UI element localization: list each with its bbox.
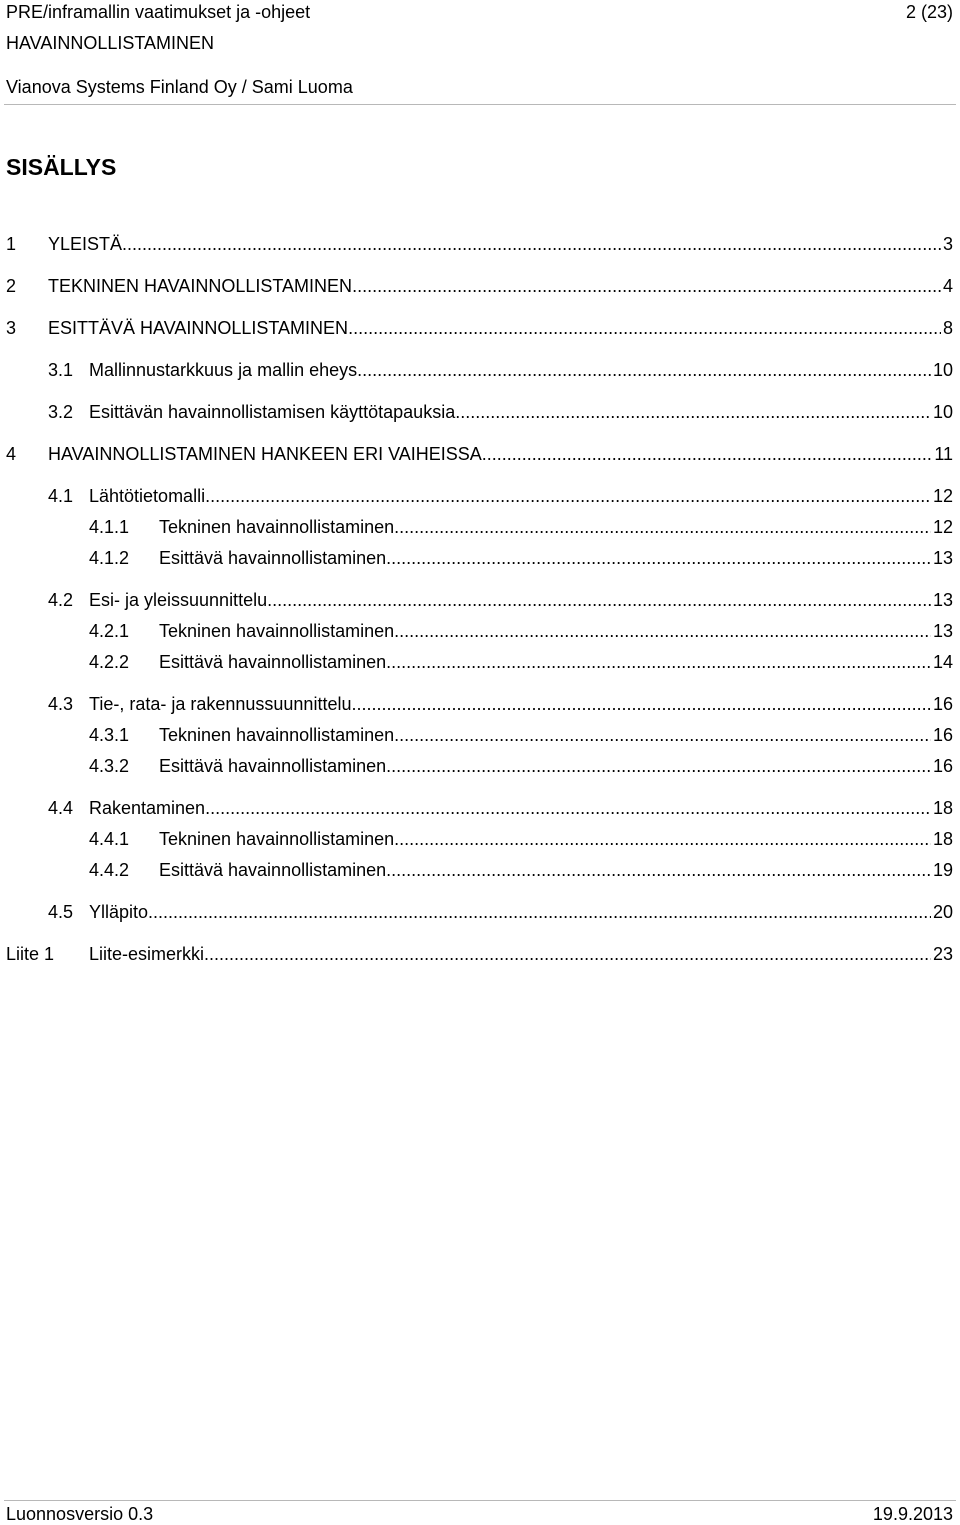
toc-leader-dots (267, 589, 931, 611)
toc-entry-page: 13 (932, 548, 953, 568)
toc-entry[interactable] (0, 275, 960, 297)
toc-entry-title: Esittävä havainnollistaminen (159, 652, 387, 672)
toc-entry-title: Tekninen havainnollistaminen (159, 829, 395, 849)
toc-entry-title: Ylläpito (89, 902, 149, 922)
toc-entry-number: 4.2.2 (89, 652, 130, 672)
toc-entry-number: 4.1 (48, 486, 74, 506)
toc-entry-number: 3.2 (48, 402, 74, 422)
toc-entry-number: 4.1.1 (89, 517, 130, 537)
toc-entry-page: 12 (932, 517, 953, 537)
toc-entry[interactable] (0, 516, 960, 538)
toc-leader-dots (357, 359, 931, 381)
toc-entry-number: 4.4.1 (89, 829, 130, 849)
toc-entry[interactable] (0, 901, 960, 923)
document-date: 19.9.2013 (872, 1504, 953, 1524)
toc-entry-page: 10 (932, 402, 953, 422)
toc-leader-dots (386, 547, 931, 569)
toc-entry-title: Lähtötietomalli (89, 486, 206, 506)
toc-entry-number: 1 (6, 234, 17, 254)
toc-entry[interactable] (0, 828, 960, 850)
toc-leader-dots (122, 233, 941, 255)
toc-entry-title: Esi- ja yleissuunnittelu (89, 590, 268, 610)
toc-entry-number: 4 (6, 444, 17, 464)
toc-entry-title: Esittävä havainnollistaminen (159, 756, 387, 776)
toc-entry-page: 23 (932, 944, 953, 964)
toc-entry-number: 4.2.1 (89, 621, 130, 641)
toc-entry-number: 4.5 (48, 902, 74, 922)
toc-entry-page: 16 (932, 756, 953, 776)
document-subtitle: HAVAINNOLLISTAMINEN (6, 33, 215, 53)
toc-entry[interactable] (0, 724, 960, 746)
toc-entry[interactable] (0, 797, 960, 819)
document-version: Luonnosversio 0.3 (6, 1504, 154, 1524)
toc-entry-page: 11 (934, 444, 953, 464)
author-line: Vianova Systems Finland Oy / Sami Luoma (6, 77, 353, 97)
toc-entry[interactable] (0, 620, 960, 642)
toc-entry-title: ESITTÄVÄ HAVAINNOLLISTAMINEN (48, 318, 349, 338)
toc-leader-dots (205, 797, 931, 819)
toc-entry[interactable] (0, 755, 960, 777)
toc-entry-page: 14 (932, 652, 953, 672)
toc-entry-page: 20 (932, 902, 953, 922)
toc-entry-title: Mallinnustarkkuus ja mallin eheys (89, 360, 358, 380)
toc-leader-dots (386, 859, 931, 881)
toc-entry[interactable] (0, 485, 960, 507)
toc-entry-page: 18 (932, 829, 953, 849)
toc-entry[interactable] (0, 233, 960, 255)
toc-leader-dots (352, 275, 941, 297)
toc-entry-page: 8 (942, 318, 953, 338)
toc-entry-number: 4.1.2 (89, 548, 130, 568)
toc-entry-page: 12 (932, 486, 953, 506)
toc-entry-number: 4.3.1 (89, 725, 130, 745)
toc-leader-dots (455, 401, 931, 423)
toc-leader-dots (394, 620, 931, 642)
toc-entry-title: Tie-, rata- ja rakennussuunnittelu (89, 694, 352, 714)
toc-entry-title: Tekninen havainnollistaminen (159, 517, 395, 537)
toc-entry-title: YLEISTÄ (48, 234, 123, 254)
toc-leader-dots (386, 755, 931, 777)
toc-entry[interactable] (0, 859, 960, 881)
toc-leader-dots (394, 828, 931, 850)
toc-leader-dots (386, 651, 931, 673)
toc-leader-dots (204, 943, 931, 965)
toc-entry[interactable] (0, 589, 960, 611)
toc-entry-title: Esittävä havainnollistaminen (159, 548, 387, 568)
toc-entry[interactable] (0, 443, 960, 465)
toc-entry-number: 4.4.2 (89, 860, 130, 880)
toc-entry-number: 3 (6, 318, 17, 338)
toc-entry-page: 4 (942, 276, 953, 296)
toc-entry-page: 13 (932, 621, 953, 641)
toc-entry-page: 19 (932, 860, 953, 880)
toc-entry-number: 4.3.2 (89, 756, 130, 776)
toc-entry-number: 4.2 (48, 590, 74, 610)
toc-entry[interactable] (0, 401, 960, 423)
header-divider (4, 104, 956, 105)
toc-entry-page: 10 (932, 360, 953, 380)
toc-entry-title: Tekninen havainnollistaminen (159, 621, 395, 641)
toc-entry-page: 16 (932, 725, 953, 745)
document-title: PRE/inframallin vaatimukset ja -ohjeet (6, 2, 311, 22)
toc-entry-page: 18 (932, 798, 953, 818)
toc-entry[interactable] (0, 359, 960, 381)
toc-entry-page: 13 (932, 590, 953, 610)
toc-entry-number: 2 (6, 276, 17, 296)
toc-leader-dots (394, 516, 931, 538)
toc-leader-dots (351, 693, 931, 715)
toc-entry-title: Liite-esimerkki (89, 944, 205, 964)
footer-divider (4, 1500, 956, 1501)
toc-leader-dots (348, 317, 941, 339)
toc-entry-number: 4.3 (48, 694, 74, 714)
toc-entry[interactable] (0, 547, 960, 569)
toc-entry[interactable] (0, 651, 960, 673)
toc-leader-dots (148, 901, 931, 923)
toc-leader-dots (205, 485, 931, 507)
toc-leader-dots (482, 443, 933, 465)
toc-entry-title: Esittävän havainnollistamisen käyttötapauksia (89, 402, 456, 422)
toc-entry[interactable] (0, 317, 960, 339)
toc-leader-dots (394, 724, 931, 746)
toc-heading: SISÄLLYS (6, 154, 117, 180)
page-number: 2 (23) (905, 2, 953, 22)
toc-entry[interactable] (0, 693, 960, 715)
toc-entry-title: HAVAINNOLLISTAMINEN HANKEEN ERI VAIHEISSA (48, 444, 482, 464)
toc-entry-page: 16 (932, 694, 953, 714)
toc-entry-page: 3 (942, 234, 953, 254)
toc-entry-number: 3.1 (48, 360, 74, 380)
toc-entry-title: Tekninen havainnollistaminen (159, 725, 395, 745)
toc-entry-title: Esittävä havainnollistaminen (159, 860, 387, 880)
toc-entry-title: TEKNINEN HAVAINNOLLISTAMINEN (48, 276, 353, 296)
toc-entry[interactable] (0, 943, 960, 965)
toc-entry-title: Rakentaminen (89, 798, 206, 818)
toc-entry-number: 4.4 (48, 798, 74, 818)
toc-entry-number: Liite 1 (6, 944, 55, 964)
